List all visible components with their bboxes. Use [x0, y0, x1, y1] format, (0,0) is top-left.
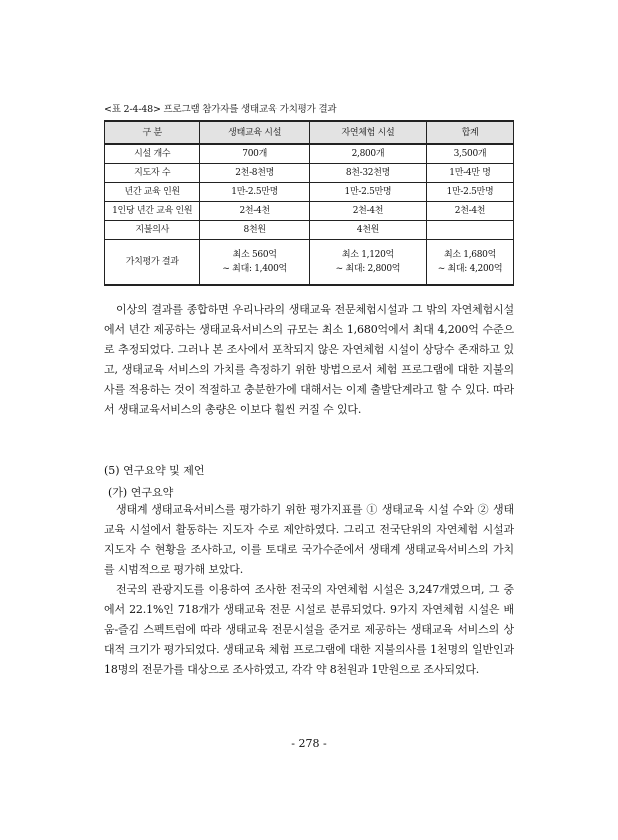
table-row	[105, 183, 514, 202]
cell: 8천원	[200, 221, 310, 240]
cell: 3,500개	[426, 144, 513, 164]
range-max: ~ 최대: 4,200억	[437, 264, 503, 274]
cell: 2천-8천명	[200, 164, 310, 183]
valuation-table	[104, 120, 514, 286]
cell: 1만-2.5만명	[200, 183, 310, 202]
page-number: - 278 -	[291, 737, 327, 750]
cell: 700개	[200, 144, 310, 164]
range-max: ~ 최대: 2,800억	[335, 264, 401, 274]
header-eco-facility: 생태교육 시설	[200, 121, 310, 144]
range-max: ~ 최대: 1,400억	[222, 264, 287, 274]
header-nature-facility: 자연체험 시설	[309, 121, 426, 144]
cell	[426, 221, 513, 240]
cell: 2천-4천	[309, 202, 426, 221]
cell: 1만-4만 명	[426, 164, 513, 183]
cell: 2천-4천	[200, 202, 310, 221]
header-category: 구 분	[105, 121, 200, 144]
cell: 1만-2.5만명	[309, 183, 426, 202]
header-total: 합계	[426, 121, 513, 144]
range-min: 최소 1,120억	[341, 250, 394, 260]
paragraph-summary-2: 전국의 관광지도를 이용하여 조사한 전국의 자연체험 시설은 3,247개였으며, 그 중에서 22.1%인 718개가 생태교육 전문 시설로 분류되었다. 9가지 자연체험 시설은 배움-즐김 스펙트럼에 따라 생태교육 전문시설을 준거로 제공하는 생태교육 서비스의 상대적 크기가 평가되었다. 생태교육 체험 프로그램에 대한 지불의사를 1천명의 일반인과 18명의 전문가를 대상으로 조사하였고, 각각 약 8천원과 1만원으로 조사되었다.	[104, 583, 514, 676]
table-caption: <표 2-4-48> 프로그램 참가자를 생태교육 가치평가 결과	[104, 104, 337, 115]
row-label: 지도자 수	[105, 164, 200, 183]
paragraph-summary-1: 생태계 생태교육서비스를 평가하기 위한 평가지표를 ① 생태교육 시설 수와 ② 생태교육 시설에서 활동하는 지도자 수로 제안하였다. 그리고 전국단위의 자연체험 시설과 지도자 수 현황을 조사하고, 이를 토대로 국가수준에서 생태계 생태교육서비스의 가치를 시범적으로 평가해 보았다.	[104, 503, 514, 576]
range-min: 최소 560억	[232, 250, 277, 260]
cell: 2,800개	[309, 144, 426, 164]
sub-heading: (가) 연구요약	[108, 486, 174, 499]
row-label: 지불의사	[105, 221, 200, 240]
table-row	[105, 221, 514, 240]
range-min: 최소 1,680억	[443, 250, 496, 260]
cell: 8천-32천명	[309, 164, 426, 183]
table-row	[105, 144, 514, 164]
cell: 2천-4천	[426, 202, 513, 221]
table-row-valuation	[105, 240, 514, 286]
paragraph-results: 이상의 결과를 종합하면 우리나라의 생태교육 전문체험시설과 그 밖의 자연체험시설에서 년간 제공하는 생태교육서비스의 규모는 최소 1,680억에서 최대 4,200억 수준으로 추정되었다. 그러나 본 조사에서 포착되지 않은 자연체험 시설이 상당수 존재하고 있고, 생태교육 서비스의 가치를 측정하기 위한 방법으로서 체험 프로그램에 대한 지불의사를 적용하는 것이 적절하고 충분한가에 대해서는 이제 출발단계라고 할 수 있다. 따라서 생태교육서비스의 총량은 이보다 훨씬 커질 수 있다.	[104, 303, 514, 416]
cell: 1만-2.5만명	[426, 183, 513, 202]
row-label: 년간 교육 인원	[105, 183, 200, 202]
row-label: 가치평가 결과	[105, 240, 200, 286]
cell-range	[200, 240, 310, 286]
row-label: 시설 개수	[105, 144, 200, 164]
table-row	[105, 202, 514, 221]
cell: 4천원	[309, 221, 426, 240]
table-row	[105, 164, 514, 183]
cell-range	[426, 240, 513, 286]
section-heading: (5) 연구요약 및 제언	[104, 464, 205, 477]
row-label: 1인당 년간 교육 인원	[105, 202, 200, 221]
cell-range	[309, 240, 426, 286]
table-header-row	[105, 121, 514, 144]
